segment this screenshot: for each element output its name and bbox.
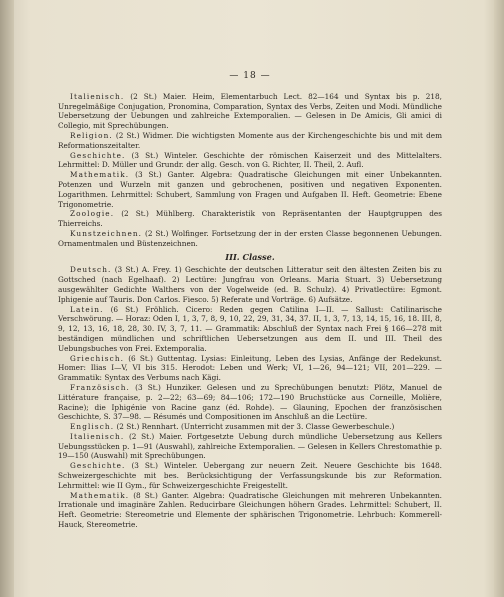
subject-text: (2 St.) Rennhart. (Unterricht zusammen mit der 3. Classe Gewerbeschule.) <box>114 422 395 432</box>
subject-paragraph <box>58 354 442 383</box>
subject-text: (3 St.) Winteler. Geschichte der römischen Kaiserzeit und des Mittelalters. Lehrmittel: D. Müller und Grundr. der allg. Gesch. von G. Richter, II. Theil, 2. Aufl. <box>58 150 442 170</box>
subject-paragraph <box>58 461 442 490</box>
subject-label: Griechisch. <box>70 353 125 363</box>
page-edge <box>494 0 504 597</box>
subject-paragraph <box>58 209 442 229</box>
subject-text: (6 St.) Fröhlich. Cicero: Reden gegen Catilina I—II. — Sallust: Catilinarische Verschwörung. — Horaz: Oden I, 1, 3, 7, 8, 9, 10, 22, 29, 31, 34, 37. II, 1, 3, 7, 13, 14, 15, 16, 18. III, 8, 9, 12, 13, 16, 18, 28, 30. IV, 3, 7, 11. — Grammatik: Abschluß der Syntax nach Frei § 166—278 mit beständigen mündlichen und schriftlichen Uebersetzungen aus dem II. und III. Theil des Uebungsbuches von Frei. Extemporalia. <box>58 304 442 353</box>
subject-text: (3 St.) Ganter. Algebra: Quadratische Gleichungen mit einer Unbekannten. Potenzen und Wurzeln mit ganzen und gebrochenen, positiven und negativen Exponenten. Logarithmen. Lehrmittel: Schubert, Sammlung von Fragen und Aufgaben II. Heft. Geometrie: Ebene Trigonometrie. <box>58 170 442 209</box>
subject-label: Englisch. <box>70 422 115 432</box>
subject-text: (2 St.) Mühlberg. Charakteristik von Repräsentanten der Hauptgruppen des Thierreichs. <box>58 209 442 229</box>
subject-label: Geschichte. <box>70 461 126 471</box>
subject-label: Geschichte. <box>70 150 126 160</box>
subject-label: Religion. <box>70 130 113 140</box>
subject-text: (3 St.) Hunziker. Gelesen und zu Sprechübungen benutzt: Plötz, Manuel de Littérature française, p. 2—22; 63—69; 84—106; 172—190 Bruchstücke aus Corneille, Molière, Racine); die Iphigénie von Racine ganz (éd. Rohde). — Glauning, Epochen der französischen Geschichte, S. 37—98. — Résumés und Compositionen im Anschluß an die Lectüre. <box>58 382 442 422</box>
subject-label: Mathematik. <box>70 170 130 180</box>
subject-text: (2 St.) Wolfinger. Fortsetzung der in der ersten Classe begonnenen Uebungen. Ornamentmalen und Büstenzeichnen. <box>58 228 442 248</box>
subject-text: (2 St.) Maier. Fortgesetzte Uebung durch mündliche Uebersetzung aus Kellers Uebungsstücken p. 1—91 (Auswahl), zahlreiche Extemporalien. — Gelesen in Kellers Chrestomathie p. 19—150 (Auswahl) mit Sprechübungen. <box>58 431 442 461</box>
subject-text: (2 St.) Widmer. Die wichtigsten Momente aus der Kirchengeschichte bis und mit dem Reformationszeitalter. <box>58 130 442 150</box>
subject-label: Deutsch. <box>70 265 112 275</box>
page-number: — 18 — <box>229 71 271 81</box>
subject-label: Zoologie. <box>70 209 115 219</box>
subject-label: Kunstzeichnen. <box>70 228 143 238</box>
subject-paragraph <box>58 422 442 432</box>
subject-paragraph <box>58 151 442 171</box>
page-body <box>58 72 442 530</box>
subject-label: Französisch. <box>70 382 130 392</box>
subject-paragraph <box>58 305 442 354</box>
subject-paragraph <box>58 491 442 530</box>
subject-paragraph <box>58 92 442 131</box>
subject-label: Mathematik. <box>70 490 130 500</box>
subject-paragraph <box>58 229 442 249</box>
subject-paragraph <box>58 170 442 209</box>
subject-text: (8 St.) Ganter. Algebra: Quadratische Gleichungen mit mehreren Unbekannten. Irrationale und imaginäre Zahlen. Reducirbare Gleichungen höhern Grades. Lehrmittel: Schubert, II. Heft. Geometrie: Stereometrie und Elemente der sphärischen Trigonometrie. Lehrbuch: Kommerell-Hauck, Stereometrie. <box>58 490 442 530</box>
subject-text: (2 St.) Maier. Heim, Elementarbuch Lect. 82—164 und Syntax bis p. 218, Unregelmäßige Conjugation, Pronomina, Comparation, Syntax des Verbs, Zeiten und Modi. Mündliche Uebersetzung der Uebungen und zahlreiche Extemporalien. — Gelesen in De Amicis, Gli amici di Collegio, mit Sprechübungen. <box>58 91 442 131</box>
subject-paragraph <box>58 265 442 304</box>
subject-paragraph <box>58 432 442 461</box>
subject-label: Italienisch. <box>70 91 125 101</box>
class-heading: III. Classe. <box>225 251 275 262</box>
subject-text: (3 St.) Winteler. Uebergang zur neuern Zeit. Neuere Geschichte bis 1648. Schweizergeschichte mit bes. Berücksichtigung der Verfassungskunde bis zur Reformation. Lehrmittel: wie II Gym., für Schweizergeschichte Freigestellt. <box>58 461 442 490</box>
section-class-three <box>58 265 442 530</box>
section-class-two-continued <box>58 92 442 249</box>
subject-paragraph <box>58 383 442 422</box>
subject-label: Latein. <box>70 304 104 314</box>
subject-text: (3 St.) A. Frey. 1) Geschichte der deutschen Litteratur seit den ältesten Zeiten bis zu Gottsched (nach Egelhaaf). 2) Lectüre: Jungfrau von Orleans. Maria Stuart. 3) Uebersetzung ausgewählter Gedichte Walthers von der Vogelweide (ed. B. Schulz). 4) Privatlectüre: Egmont. Iphigenie auf Tauris. Don Carlos. Fiesco. 5) Referate und Vorträge. 6) Aufsätze. <box>58 265 442 304</box>
subject-text: (6 St.) Guttentag. Lysias: Einleitung, Leben des Lysias, Anfänge der Redekunst. Homer: Ilias I—V, VI bis 315. Herodot: Leben und Werk; VI, 1—26, 94—121; VII, 201—229. — Grammatik: Syntax des Verbums nach Kägi. <box>58 353 442 383</box>
subject-label: Italienisch. <box>70 431 125 441</box>
subject-paragraph <box>58 131 442 151</box>
book-gutter <box>0 0 14 597</box>
